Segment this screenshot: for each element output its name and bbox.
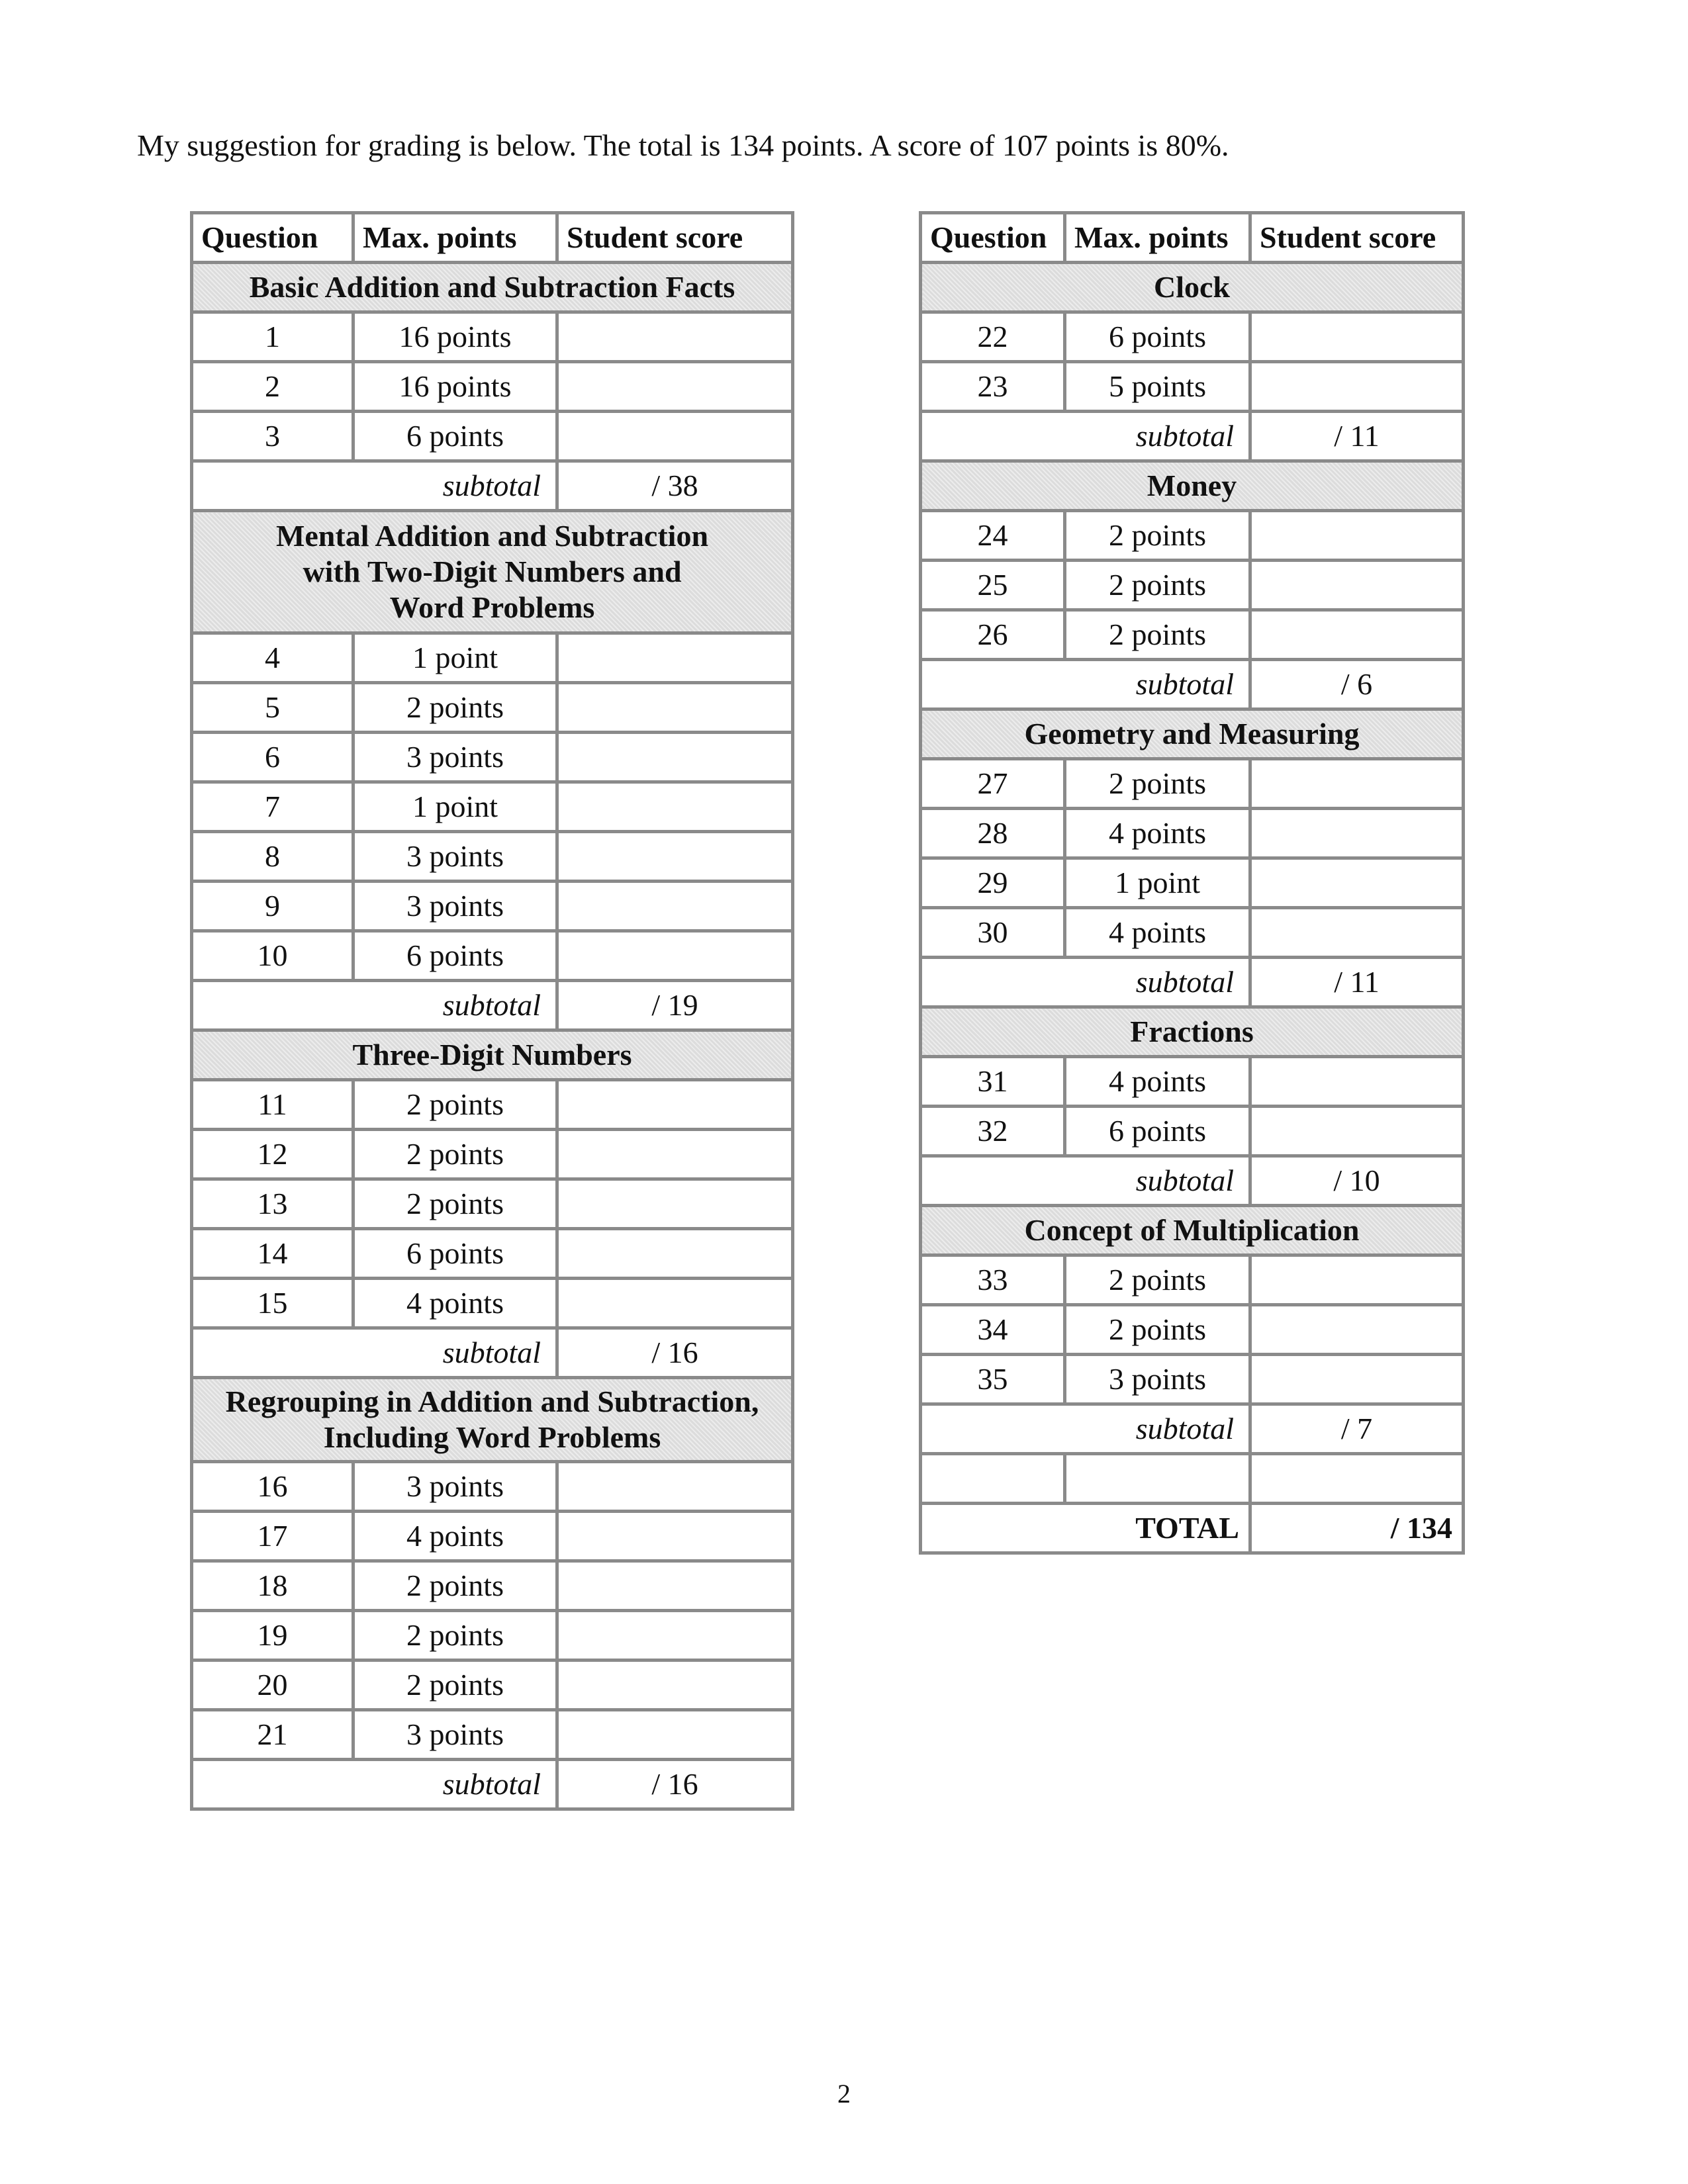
max-points: 3 points [353, 882, 557, 931]
subtotal-value: / 11 [1250, 412, 1464, 461]
student-score-cell[interactable] [1250, 561, 1464, 610]
max-points: 6 points [1065, 1107, 1250, 1156]
section-row [192, 1378, 793, 1462]
table-row [192, 633, 793, 683]
table-row [192, 882, 793, 931]
max-points: 1 point [353, 633, 557, 683]
table-row [192, 1462, 793, 1512]
max-points: 1 point [353, 782, 557, 832]
student-score-cell[interactable] [557, 683, 793, 733]
section-row [921, 461, 1464, 511]
student-score-cell[interactable] [557, 1462, 793, 1512]
subtotal-label: subtotal [192, 1760, 557, 1809]
subtotal-row [921, 1156, 1464, 1206]
student-score-cell[interactable] [557, 412, 793, 461]
question-number: 34 [921, 1305, 1065, 1355]
subtotal-value: / 16 [557, 1328, 793, 1378]
student-score-cell[interactable] [557, 832, 793, 882]
subtotal-row [192, 1760, 793, 1809]
subtotal-value: / 38 [557, 461, 793, 511]
student-score-cell[interactable] [1250, 1355, 1464, 1404]
section-title-multiplication: Concept of Multiplication [921, 1206, 1464, 1255]
header-student-score: Student score [1250, 213, 1464, 263]
section-title-three-digit: Three-Digit Numbers [192, 1030, 793, 1080]
section-row [921, 263, 1464, 312]
header-row [921, 213, 1464, 263]
header-row [192, 213, 793, 263]
question-number: 19 [192, 1611, 353, 1661]
question-number: 16 [192, 1462, 353, 1512]
total-label: TOTAL [921, 1504, 1250, 1553]
subtotal-label: subtotal [921, 412, 1250, 461]
header-max-points: Max. points [1065, 213, 1250, 263]
section-title-basic-facts: Basic Addition and Subtraction Facts [192, 263, 793, 312]
question-number: 11 [192, 1080, 353, 1130]
table-row [921, 561, 1464, 610]
table-row [921, 362, 1464, 412]
question-number: 27 [921, 759, 1065, 809]
max-points: 16 points [353, 362, 557, 412]
total-row [921, 1504, 1464, 1553]
table-row [192, 312, 793, 362]
student-score-cell[interactable] [1250, 858, 1464, 908]
table-row [921, 858, 1464, 908]
student-score-cell[interactable] [1250, 511, 1464, 561]
subtotal-row [192, 1328, 793, 1378]
question-number: 21 [192, 1710, 353, 1760]
table-row [921, 908, 1464, 958]
student-score-cell[interactable] [557, 1710, 793, 1760]
table-row [192, 733, 793, 782]
max-points: 6 points [353, 412, 557, 461]
table-row [192, 1179, 793, 1229]
question-number: 3 [192, 412, 353, 461]
table-row [921, 511, 1464, 561]
section-title-clock: Clock [921, 263, 1464, 312]
subtotal-value: / 11 [1250, 958, 1464, 1007]
student-score-cell[interactable] [557, 1179, 793, 1229]
max-points: 1 point [1065, 858, 1250, 908]
subtotal-row [921, 412, 1464, 461]
section-title-line: Including Word Problems [323, 1420, 661, 1454]
subtotal-row [192, 461, 793, 511]
max-points: 4 points [1065, 908, 1250, 958]
table-row [192, 1561, 793, 1611]
student-score-cell[interactable] [557, 1661, 793, 1710]
table-row [192, 1611, 793, 1661]
student-score-cell[interactable] [557, 931, 793, 981]
student-score-cell[interactable] [557, 633, 793, 683]
table-row [192, 683, 793, 733]
max-points: 4 points [353, 1512, 557, 1561]
subtotal-row [921, 958, 1464, 1007]
student-score-cell[interactable] [1250, 809, 1464, 858]
question-number: 17 [192, 1512, 353, 1561]
max-points: 2 points [1065, 1255, 1250, 1305]
question-number: 29 [921, 858, 1065, 908]
question-number: 18 [192, 1561, 353, 1611]
table-row [192, 1229, 793, 1279]
table-row [921, 1305, 1464, 1355]
question-number: 4 [192, 633, 353, 683]
student-score-cell[interactable] [557, 882, 793, 931]
empty-cell [1065, 1454, 1250, 1504]
subtotal-value: / 19 [557, 981, 793, 1030]
student-score-cell[interactable] [1250, 908, 1464, 958]
table-row [921, 610, 1464, 660]
header-student-score: Student score [557, 213, 793, 263]
student-score-cell[interactable] [557, 782, 793, 832]
header-max-points: Max. points [353, 213, 557, 263]
table-row [192, 832, 793, 882]
max-points: 6 points [353, 931, 557, 981]
max-points: 2 points [1065, 1305, 1250, 1355]
max-points: 3 points [353, 832, 557, 882]
subtotal-row [192, 981, 793, 1030]
table-row [921, 759, 1464, 809]
subtotal-label: subtotal [921, 1404, 1250, 1454]
subtotal-label: subtotal [192, 461, 557, 511]
student-score-cell[interactable] [557, 1130, 793, 1179]
question-number: 30 [921, 908, 1065, 958]
question-number: 8 [192, 832, 353, 882]
subtotal-value: / 10 [1250, 1156, 1464, 1206]
section-title-geometry: Geometry and Measuring [921, 709, 1464, 759]
question-number: 10 [192, 931, 353, 981]
section-title-line: Mental Addition and Subtraction [275, 519, 709, 553]
max-points: 2 points [1065, 610, 1250, 660]
student-score-cell[interactable] [557, 1080, 793, 1130]
subtotal-value: / 6 [1250, 660, 1464, 709]
max-points: 2 points [353, 1179, 557, 1229]
section-row [192, 1030, 793, 1080]
table-row [921, 1255, 1464, 1305]
total-value: / 134 [1250, 1504, 1464, 1553]
question-number: 12 [192, 1130, 353, 1179]
subtotal-value: / 16 [557, 1760, 793, 1809]
question-number: 23 [921, 362, 1065, 412]
question-number: 31 [921, 1057, 1065, 1107]
section-title-mental-addition [192, 511, 793, 633]
max-points: 2 points [353, 683, 557, 733]
max-points: 4 points [1065, 809, 1250, 858]
question-number: 1 [192, 312, 353, 362]
student-score-cell[interactable] [1250, 1255, 1464, 1305]
grading-table-right [919, 211, 1465, 1555]
student-score-cell[interactable] [1250, 1305, 1464, 1355]
table-row [192, 362, 793, 412]
question-number: 20 [192, 1661, 353, 1710]
question-number: 32 [921, 1107, 1065, 1156]
empty-cell [921, 1454, 1065, 1504]
table-row [192, 1661, 793, 1710]
empty-cell[interactable] [1250, 1454, 1464, 1504]
table-row [192, 782, 793, 832]
max-points: 2 points [353, 1661, 557, 1710]
question-number: 26 [921, 610, 1065, 660]
section-row [921, 1007, 1464, 1057]
question-number: 24 [921, 511, 1065, 561]
max-points: 6 points [1065, 312, 1250, 362]
max-points: 2 points [353, 1130, 557, 1179]
table-row [192, 412, 793, 461]
question-number: 2 [192, 362, 353, 412]
table-row [921, 1107, 1464, 1156]
header-question: Question [921, 213, 1065, 263]
student-score-cell[interactable] [1250, 312, 1464, 362]
student-score-cell[interactable] [557, 312, 793, 362]
student-score-cell[interactable] [1250, 759, 1464, 809]
max-points: 6 points [353, 1229, 557, 1279]
section-title-regrouping [192, 1378, 793, 1462]
question-number: 14 [192, 1229, 353, 1279]
subtotal-row [921, 1404, 1464, 1454]
subtotal-value: / 7 [1250, 1404, 1464, 1454]
max-points: 16 points [353, 312, 557, 362]
question-number: 28 [921, 809, 1065, 858]
section-title-fractions: Fractions [921, 1007, 1464, 1057]
question-number: 6 [192, 733, 353, 782]
section-row [192, 511, 793, 633]
grading-table-left [190, 211, 794, 1811]
max-points: 2 points [1065, 561, 1250, 610]
question-number: 9 [192, 882, 353, 931]
table-row [192, 1710, 793, 1760]
subtotal-row [921, 660, 1464, 709]
section-title-line: Word Problems [389, 590, 595, 624]
max-points: 2 points [1065, 511, 1250, 561]
student-score-cell[interactable] [1250, 610, 1464, 660]
table-row [192, 1279, 793, 1328]
student-score-cell[interactable] [557, 733, 793, 782]
table-row [921, 1355, 1464, 1404]
max-points: 3 points [1065, 1355, 1250, 1404]
question-number: 33 [921, 1255, 1065, 1305]
student-score-cell[interactable] [557, 1279, 793, 1328]
student-score-cell[interactable] [557, 1561, 793, 1611]
max-points: 5 points [1065, 362, 1250, 412]
max-points: 3 points [353, 1710, 557, 1760]
table-row [921, 1057, 1464, 1107]
max-points: 3 points [353, 1462, 557, 1512]
page-number: 2 [837, 2079, 851, 2109]
section-row [921, 1206, 1464, 1255]
max-points: 4 points [353, 1279, 557, 1328]
max-points: 2 points [353, 1611, 557, 1661]
table-row [921, 312, 1464, 362]
max-points: 2 points [1065, 759, 1250, 809]
max-points: 2 points [353, 1080, 557, 1130]
student-score-cell[interactable] [1250, 362, 1464, 412]
empty-row [921, 1454, 1464, 1504]
table-row [921, 809, 1464, 858]
question-number: 22 [921, 312, 1065, 362]
question-number: 15 [192, 1279, 353, 1328]
student-score-cell[interactable] [557, 1512, 793, 1561]
student-score-cell[interactable] [1250, 1107, 1464, 1156]
max-points: 4 points [1065, 1057, 1250, 1107]
question-number: 25 [921, 561, 1065, 610]
student-score-cell[interactable] [557, 1229, 793, 1279]
section-row [192, 263, 793, 312]
section-title-money: Money [921, 461, 1464, 511]
intro-text: My suggestion for grading is below. The total is 134 points. A score of 107 points is 80%. [137, 128, 1229, 162]
section-row [921, 709, 1464, 759]
student-score-cell[interactable] [1250, 1057, 1464, 1107]
table-row [192, 1130, 793, 1179]
student-score-cell[interactable] [557, 362, 793, 412]
header-question: Question [192, 213, 353, 263]
subtotal-label: subtotal [192, 1328, 557, 1378]
question-number: 7 [192, 782, 353, 832]
max-points: 3 points [353, 733, 557, 782]
question-number: 35 [921, 1355, 1065, 1404]
section-title-line: with Two-Digit Numbers and [303, 555, 682, 588]
section-title-line: Regrouping in Addition and Subtraction, [225, 1385, 759, 1418]
table-row [192, 931, 793, 981]
question-number: 13 [192, 1179, 353, 1229]
max-points: 2 points [353, 1561, 557, 1611]
subtotal-label: subtotal [921, 958, 1250, 1007]
question-number: 5 [192, 683, 353, 733]
table-row [192, 1512, 793, 1561]
subtotal-label: subtotal [192, 981, 557, 1030]
subtotal-label: subtotal [921, 1156, 1250, 1206]
student-score-cell[interactable] [557, 1611, 793, 1661]
table-row [192, 1080, 793, 1130]
subtotal-label: subtotal [921, 660, 1250, 709]
